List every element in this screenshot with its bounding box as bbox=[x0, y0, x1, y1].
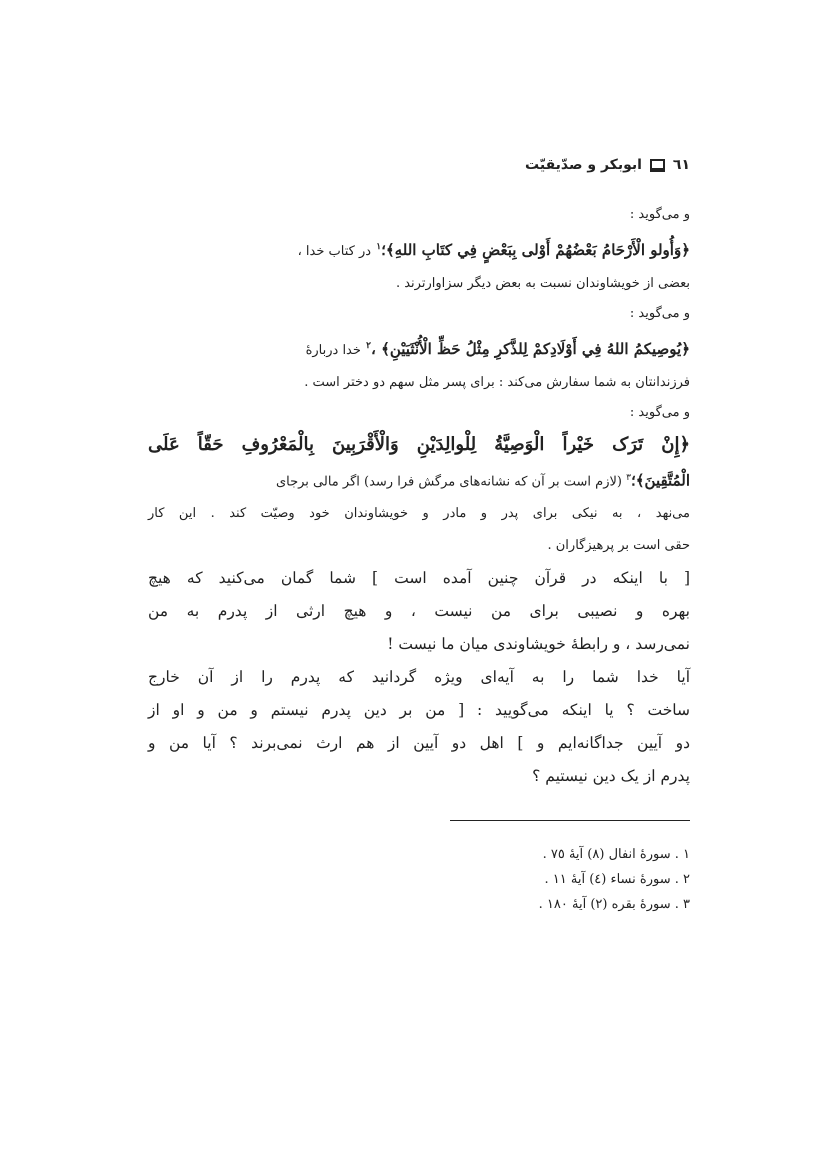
paragraph-line: دو آیین جداگانه‌ایم و ] اهل دو آیین از هم ارث نمی‌برند ؟ آیا من و bbox=[148, 734, 690, 753]
verse-line bbox=[148, 329, 690, 368]
verse-line bbox=[148, 462, 690, 498]
verse-line bbox=[148, 230, 690, 269]
page-number: ٦١ bbox=[672, 157, 690, 173]
main-text bbox=[148, 200, 690, 793]
translation-line: بعضی از خویشاوندان نسبت به بعض دیگر سزاوارترند . bbox=[395, 276, 690, 291]
translation-line: فرزندانتان به شما سفارش می‌کند : برای پسر مثل سهم دو دختر است . bbox=[304, 375, 690, 390]
footnote-ref: ٢ bbox=[366, 341, 371, 351]
verse-line: ﴿إِنْ تَرَک خَيْراً الْوَصِيَّةُ لِلْوالِدَيْنِ وَالْأَقْرَبِينَ بِالْمَعْرُوفِ حَقّاً عَلَى bbox=[148, 434, 690, 455]
quran-verse: الْمُتَّقِينَ﴾؛ bbox=[630, 471, 690, 490]
quran-verse: ﴿وَأُولو الْأَرْحَامُ بَعْضُهُمْ أَوْلى بِبَعْضٍ فِي كتَابِ اللهِ﴾؛ bbox=[381, 241, 690, 259]
paragraph-line: [ با اینکه در قرآن چنین آمده است ] شما گمان می‌کنید که هیچ bbox=[148, 569, 690, 588]
verse-translation: خدا دربارهٔ bbox=[305, 343, 361, 358]
translation-line: حقی است بر پرهیزگاران . bbox=[547, 538, 690, 554]
verse-translation: در کتاب خدا ، bbox=[297, 244, 372, 259]
book-icon bbox=[650, 159, 665, 172]
verse-translation: (لازم است بر آن که نشانه‌های مرگش فرا رسد) اگر مالی برجای bbox=[275, 474, 622, 490]
paragraph-line: آیا خدا شما را به آیه‌ای ویژه گردانید که پدرم را از آن خارج bbox=[148, 668, 690, 687]
paragraph-line: بهره و نصیبی برای من نیست ، و هیچ ارثی از پدرم به من bbox=[148, 602, 690, 621]
translation-line: می‌نهد ، به نیکی برای پدر و مادر و خویشاوندان خود وصیّت کند . این کار bbox=[148, 506, 690, 522]
footnote-divider bbox=[450, 820, 690, 821]
says-line: و می‌گوید : bbox=[629, 306, 690, 321]
says-line: و می‌گوید : bbox=[629, 405, 690, 420]
footnote-ref: ٣ bbox=[626, 473, 631, 483]
says-line: و می‌گوید : bbox=[629, 207, 690, 222]
quran-verse: ﴿يُوصِيكمُ اللهُ فِي أَوْلَادِكمْ لِلذَّكرِ مِثْلُ حَظِّ الْأُنْثَيَيْنِ﴾ ، bbox=[371, 340, 690, 358]
footnotes bbox=[380, 842, 690, 917]
footnote-item: ٢ . سورهٔ نساء (٤) آیهٔ ١١ . bbox=[544, 872, 690, 887]
running-title: ابوبکر و صدّیقیّت bbox=[525, 157, 642, 173]
footnote-item: ١ . سورهٔ انفال (٨) آیهٔ ٧٥ . bbox=[542, 847, 690, 862]
footnote-ref: ١ bbox=[376, 242, 382, 252]
page-header bbox=[170, 152, 690, 178]
paragraph-line: پدرم از یک دین نیستیم ؟ bbox=[532, 767, 690, 786]
footnote-item: ٣ . سورهٔ بقره (٢) آیهٔ ١٨٠ . bbox=[538, 897, 690, 912]
paragraph-line: ساخت ؟ یا اینکه می‌گویید : [ من بر دین پدرم نیستم و من و او از bbox=[148, 701, 690, 720]
paragraph-line: نمی‌رسد ، و رابطهٔ خویشاوندی میان ما نیست ! bbox=[387, 635, 690, 654]
